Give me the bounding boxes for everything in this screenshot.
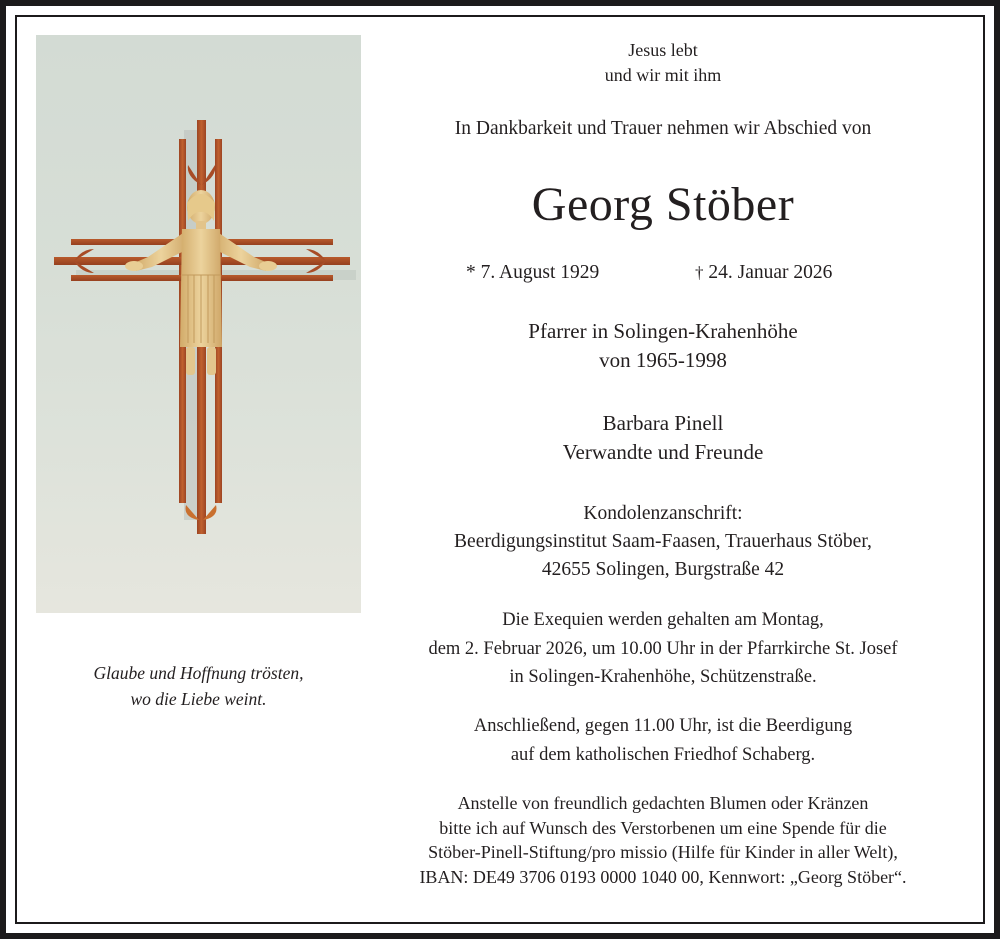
condolence-line: 42655 Solingen, Burgstraße 42 xyxy=(541,559,785,580)
service-line: in Solingen-Krahenhöhe, Schützenstraße. xyxy=(509,667,817,687)
service-line: Die Exequien werden gehalten am Montag, xyxy=(502,610,824,630)
crucifix-icon xyxy=(36,35,361,613)
mourner-line: Barbara Pinell xyxy=(602,411,724,435)
condolence-line: Beerdigungsinstitut Saam-Faasen, Trauerhaus Stöber, xyxy=(454,531,872,552)
condolence-line: Kondolenzanschrift: xyxy=(583,503,743,524)
burial-line: Anschließend, gegen 11.00 Uhr, ist die Beerdigung xyxy=(473,716,853,736)
role-block xyxy=(372,317,954,375)
deceased-name-block xyxy=(372,177,954,233)
intro-line: In Dankbarkeit und Trauer nehmen wir Abschied von xyxy=(454,118,872,139)
role-line: von 1965-1998 xyxy=(599,348,727,372)
epigraph-line: und wir mit ihm xyxy=(604,65,722,85)
intro-text xyxy=(372,115,954,143)
quote-line: wo die Liebe weint. xyxy=(130,689,267,709)
mourners-block xyxy=(372,409,954,467)
epigraph xyxy=(372,38,954,88)
epigraph-line: Jesus lebt xyxy=(628,40,698,60)
donation-info xyxy=(372,791,954,889)
role-line: Pfarrer in Solingen-Krahenhöhe xyxy=(528,319,798,343)
birth-date: * 7. August 1929 xyxy=(466,262,600,283)
death-dagger-icon: † xyxy=(695,263,704,282)
donation-line: IBAN: DE49 3706 0193 0000 1040 00, Kennwort: „Georg Stöber“. xyxy=(419,866,907,887)
service-line: dem 2. Februar 2026, um 10.00 Uhr in der Pfarrkirche St. Josef xyxy=(428,638,898,659)
life-dates xyxy=(372,262,954,290)
burial-line: auf dem katholischen Friedhof Schaberg. xyxy=(510,744,816,765)
birth-star-icon: * xyxy=(466,262,476,283)
consolation-quote xyxy=(36,660,361,712)
death-date: † 24. Januar 2026 xyxy=(695,262,833,283)
burial-info xyxy=(372,712,954,769)
quote-line: Glaube und Hoffnung trösten, xyxy=(93,663,304,683)
deceased-name: Georg Stöber xyxy=(531,178,795,231)
donation-line: Anstelle von freundlich gedachten Blumen oder Kränzen xyxy=(457,793,869,813)
mourner-line: Verwandte und Freunde xyxy=(562,440,764,464)
donation-line: Stöber-Pinell-Stiftung/pro missio (Hilfe für Kinder in aller Welt), xyxy=(428,842,898,862)
crucifix-photo xyxy=(36,35,361,613)
donation-line: bitte ich auf Wunsch des Verstorbenen um eine Spende für die xyxy=(439,817,887,838)
condolence-address xyxy=(372,500,954,584)
service-info xyxy=(372,606,954,692)
